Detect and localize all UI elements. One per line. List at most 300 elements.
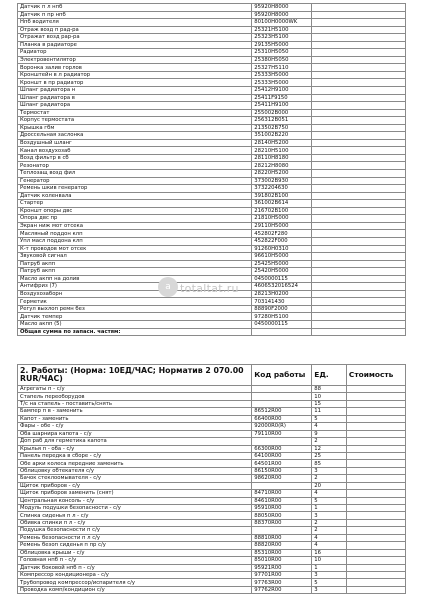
part-name-cell: Воронка залив горлов [18, 64, 252, 72]
part-code-cell: 703141430 [252, 298, 312, 306]
table-row [18, 117, 406, 125]
part-empty-cell [312, 109, 406, 117]
labor-cost-cell [346, 557, 405, 564]
part-empty-cell [312, 71, 406, 79]
table-row [18, 49, 406, 57]
table-row [18, 154, 406, 162]
table-row [18, 19, 406, 27]
table-row [18, 245, 406, 253]
part-empty-cell [312, 49, 406, 57]
part-name-cell: Отраж возд п рад-ра [18, 26, 252, 34]
labor-cost-cell [346, 438, 405, 445]
part-name-cell: Экран ниж мот отсека [18, 222, 252, 230]
labor-cost-cell [346, 386, 405, 393]
table-row [18, 215, 406, 223]
part-empty-cell [312, 56, 406, 64]
part-name-cell: Кроншт опоры двс [18, 207, 252, 215]
table-row [18, 200, 406, 208]
part-empty-cell [312, 11, 406, 19]
table-row [18, 490, 406, 497]
labor-name-cell: Т/с на стапель - поставить/снять [18, 400, 252, 407]
table-row [18, 408, 406, 415]
part-code-cell: 255002B000 [252, 109, 312, 117]
labor-name-cell: Проводка комп/кондицион с/у [18, 586, 252, 593]
table-row [18, 423, 406, 430]
table-row [18, 557, 406, 564]
part-code-cell: 28210H5100 [252, 147, 312, 155]
table-row [18, 527, 406, 534]
labor-cost-cell [346, 564, 405, 571]
part-empty-cell [312, 87, 406, 95]
table-row [18, 124, 406, 132]
table-row [18, 41, 406, 49]
labor-qty-cell: 3 [312, 571, 347, 578]
labor-cost-cell [346, 423, 405, 430]
labor-name-cell: Крылья п - оба - с/у [18, 445, 252, 452]
labor-qty-cell: 4 [312, 423, 347, 430]
table-row [18, 170, 406, 178]
labor-name-cell: Щиток приборов заменить (снят) [18, 490, 252, 497]
labor-code-cell: 88810R00 [252, 534, 312, 541]
labor-qty-cell: 88 [312, 386, 347, 393]
labor-code-cell: 98620R00 [252, 475, 312, 482]
part-code-cell: 0450000115 [252, 275, 312, 283]
labor-qty-cell: 5 [312, 497, 347, 504]
labor-code-cell: 66400R00 [252, 415, 312, 422]
table-row [18, 305, 406, 313]
labor-qty-cell: 12 [312, 445, 347, 452]
labor-code-cell: 97762R00 [252, 586, 312, 593]
labor-qty-cell: 10 [312, 393, 347, 400]
part-name-cell: Воздушный шланг [18, 139, 252, 147]
labor-cost-cell [346, 542, 405, 549]
labor-cost-cell [346, 519, 405, 526]
part-name-cell: К-т проводов мот отсек [18, 245, 252, 253]
part-empty-cell [312, 253, 406, 261]
table-row [18, 519, 406, 526]
part-code-cell: 361002B614 [252, 200, 312, 208]
table-row [18, 222, 406, 230]
labor-qty-cell: 4 [312, 490, 347, 497]
part-empty-cell [312, 26, 406, 34]
part-name-cell: Ремень шкив генератор [18, 185, 252, 193]
table-row [18, 393, 406, 400]
table-row [18, 207, 406, 215]
labor-header-title: 2. Работы: (Норма: 10ЕД/ЧАС; Норматив 2 070.00 RUR/ЧАС) [18, 365, 252, 386]
part-empty-cell [312, 162, 406, 170]
parts-total-label: Общая сумма по запасн. частям: [18, 328, 252, 336]
labor-name-cell: Ремень безопасности п л с/у [18, 534, 252, 541]
table-row [18, 415, 406, 422]
part-empty-cell [312, 237, 406, 245]
part-name-cell: Резонатор [18, 162, 252, 170]
labor-cost-cell [346, 490, 405, 497]
labor-qty-cell: 15 [312, 400, 347, 407]
labor-code-cell: 92000R0(R) [252, 423, 312, 430]
labor-qty-cell: 3 [312, 467, 347, 474]
labor-cost-cell [346, 393, 405, 400]
labor-name-cell: Спинка сиденья п л - с/у [18, 512, 252, 519]
part-empty-cell [312, 139, 406, 147]
labor-code-cell: 66300R00 [252, 445, 312, 452]
labor-cost-cell [346, 475, 405, 482]
labor-cost-cell [346, 460, 405, 467]
labor-cost-cell [346, 534, 405, 541]
labor-code-cell: 64501R00 [252, 460, 312, 467]
labor-cost-cell [346, 505, 405, 512]
labor-name-cell: Компрессор кондиционера - с/у [18, 571, 252, 578]
part-name-cell: Датчик п л нпб [18, 4, 252, 12]
table-row [18, 268, 406, 276]
part-code-cell: 88890F2000 [252, 305, 312, 313]
labor-cost-cell [346, 549, 405, 556]
part-code-cell: 256312B051 [252, 117, 312, 125]
part-code-cell: 452802F280 [252, 230, 312, 238]
labor-name-cell: Подушка безопасности п с/у [18, 527, 252, 534]
part-empty-cell [312, 245, 406, 253]
part-name-cell: Возд фильтр в сб [18, 154, 252, 162]
labor-code-cell: 86512R00 [252, 408, 312, 415]
part-code-cell: 28140H5200 [252, 139, 312, 147]
table-row [18, 132, 406, 140]
labor-code-cell: 95921R00 [252, 564, 312, 571]
part-code-cell: 80100H0000WK [252, 19, 312, 27]
table-row [18, 386, 406, 393]
watermark-text: totaltat.ru [180, 282, 239, 295]
part-name-cell: Кроншт в пр радиатор [18, 79, 252, 87]
part-name-cell: Дроссельная заслонка [18, 132, 252, 140]
labor-cost-cell [346, 586, 405, 593]
part-name-cell: Воздухозаборн [18, 290, 252, 298]
labor-cost-cell [346, 445, 405, 452]
labor-cost-cell [346, 415, 405, 422]
labor-code-cell: 95910R00 [252, 505, 312, 512]
labor-code-cell: 85310R00 [252, 549, 312, 556]
part-empty-cell [312, 34, 406, 42]
part-empty-cell [312, 132, 406, 140]
table-row [18, 564, 406, 571]
labor-name-cell: Модуль подушки безопасности - с/у [18, 505, 252, 512]
table-row [18, 586, 406, 593]
part-empty-cell [312, 275, 406, 283]
table-row [18, 162, 406, 170]
table-row [18, 452, 406, 459]
table-row [18, 497, 406, 504]
part-code-cell: 97280H5100 [252, 313, 312, 321]
labor-name-cell: Головная нпб п - с/у [18, 557, 252, 564]
table-row [18, 237, 406, 245]
labor-header-code: Код работы [252, 365, 312, 386]
labor-code-cell: 97763R00 [252, 579, 312, 586]
part-code-cell: 96610H5000 [252, 253, 312, 261]
labor-code-cell: 88370R00 [252, 519, 312, 526]
table-row [18, 11, 406, 19]
labor-name-cell: Бачок стеклоомывателя - с/у [18, 475, 252, 482]
labor-cost-cell [346, 467, 405, 474]
labor-name-cell: Стапель переоборудов [18, 393, 252, 400]
labor-name-cell: Бампер п в - заменить [18, 408, 252, 415]
part-empty-cell [312, 19, 406, 27]
part-name-cell: Электровентилятор [18, 56, 252, 64]
part-empty-cell [312, 170, 406, 178]
part-name-cell: Датчик темпер [18, 313, 252, 321]
table-row [18, 192, 406, 200]
part-code-cell: 91260H0310 [252, 245, 312, 253]
part-name-cell: Датчик коленвала [18, 192, 252, 200]
table-row [18, 230, 406, 238]
parts-total-row [18, 328, 406, 336]
table-row [18, 445, 406, 452]
labor-name-cell: Датчик боковой нпб п - с/у [18, 564, 252, 571]
part-code-cell: 25310H5050 [252, 49, 312, 57]
part-code-cell: 4606532016524 [252, 283, 312, 291]
labor-code-cell [252, 386, 312, 393]
labor-cost-cell [346, 571, 405, 578]
table-row [18, 549, 406, 556]
table-row [18, 185, 406, 193]
part-name-cell: Канал воздухозаб [18, 147, 252, 155]
table-row [18, 64, 406, 72]
labor-cost-cell [346, 452, 405, 459]
table-row [18, 430, 406, 437]
table-row [18, 26, 406, 34]
part-empty-cell [312, 102, 406, 110]
labor-code-cell [252, 438, 312, 445]
part-name-cell: Корпус термостата [18, 117, 252, 125]
labor-qty-cell: 10 [312, 557, 347, 564]
part-code-cell: 0450000115 [252, 320, 312, 328]
table-row [18, 79, 406, 87]
labor-cost-cell [346, 430, 405, 437]
labor-code-cell: 84610R00 [252, 497, 312, 504]
part-code-cell: 351002B220 [252, 132, 312, 140]
part-name-cell: Герметик [18, 298, 252, 306]
table-row [18, 147, 406, 155]
table-row [18, 320, 406, 328]
part-name-cell: Крышка гбм [18, 124, 252, 132]
table-row [18, 534, 406, 541]
part-code-cell: 28110H8180 [252, 154, 312, 162]
labor-qty-cell: 3 [312, 512, 347, 519]
part-code-cell: 25323H5100 [252, 34, 312, 42]
labor-qty-cell: 85 [312, 460, 347, 467]
table-row [18, 313, 406, 321]
part-code-cell: 25411F9150 [252, 94, 312, 102]
part-code-cell: 29110H5000 [252, 222, 312, 230]
labor-name-cell: Облицовка крыши - с/у [18, 549, 252, 556]
labor-qty-cell: 4 [312, 542, 347, 549]
table-row [18, 460, 406, 467]
part-empty-cell [312, 290, 406, 298]
part-empty-cell [312, 79, 406, 87]
labor-code-cell: 84710R00 [252, 490, 312, 497]
labor-name-cell: Трубопровод компрессор/испарителя с/у [18, 579, 252, 586]
part-empty-cell [312, 215, 406, 223]
table-row [18, 56, 406, 64]
labor-name-cell: Капот - заменить [18, 415, 252, 422]
table-row [18, 400, 406, 407]
labor-qty-cell: 5 [312, 415, 347, 422]
table-row [18, 505, 406, 512]
part-code-cell: 28213H0200 [252, 290, 312, 298]
part-empty-cell [312, 200, 406, 208]
part-empty-cell [312, 177, 406, 185]
part-code-cell: 21810H5000 [252, 215, 312, 223]
part-name-cell: Теплозащ возд фил [18, 170, 252, 178]
part-code-cell: 25333H5000 [252, 79, 312, 87]
part-code-cell: 95920H8000 [252, 11, 312, 19]
labor-cost-cell [346, 482, 405, 489]
part-name-cell: Шланг радиатора н [18, 87, 252, 95]
part-code-cell: 29135H5000 [252, 41, 312, 49]
labor-header-row [18, 365, 406, 386]
labor-name-cell: Ремень безоп сиденья п пр с/у [18, 542, 252, 549]
part-name-cell: Генератор [18, 177, 252, 185]
part-empty-cell [312, 4, 406, 12]
labor-name-cell: Обивка спинки п л - с/у [18, 519, 252, 526]
part-code-cell: 213502B750 [252, 124, 312, 132]
labor-name-cell: Облицовку обтекателя с/у [18, 467, 252, 474]
part-code-cell: 25411H9100 [252, 102, 312, 110]
part-empty-cell [312, 298, 406, 306]
labor-code-cell: 79110R00 [252, 430, 312, 437]
labor-name-cell: Обе арки колеса передние заменить [18, 460, 252, 467]
labor-name-cell: Доп раб для герметика капота [18, 438, 252, 445]
part-code-cell: 25321H5100 [252, 26, 312, 34]
part-code-cell: 25420H5000 [252, 268, 312, 276]
labor-code-cell: 97701R00 [252, 571, 312, 578]
labor-name-cell: Щиток приборов - с/у [18, 482, 252, 489]
part-empty-cell [312, 207, 406, 215]
table-row [18, 298, 406, 306]
part-code-cell: 28212H8080 [252, 162, 312, 170]
part-empty-cell [312, 313, 406, 321]
table-row [18, 482, 406, 489]
table-row [18, 94, 406, 102]
part-name-cell: Упл масл поддона клп [18, 237, 252, 245]
labor-qty-cell: 5 [312, 579, 347, 586]
labor-code-cell: 88050R00 [252, 512, 312, 519]
labor-qty-cell: 3 [312, 586, 347, 593]
part-name-cell: Датчик п пр нпб [18, 11, 252, 19]
table-row [18, 467, 406, 474]
table-row [18, 571, 406, 578]
table-row [18, 579, 406, 586]
part-empty-cell [312, 320, 406, 328]
part-name-cell: Патруб акпп [18, 268, 252, 276]
part-name-cell: Регул выхлоп ремн без [18, 305, 252, 313]
part-empty-cell [312, 154, 406, 162]
part-name-cell: Термостат [18, 109, 252, 117]
part-empty-cell [312, 41, 406, 49]
part-code-cell: 391802B100 [252, 192, 312, 200]
labor-qty-cell: 2 [312, 475, 347, 482]
labor-code-cell [252, 393, 312, 400]
part-name-cell: Отражат возд рар-ра [18, 34, 252, 42]
part-empty-cell [312, 305, 406, 313]
labor-name-cell: Центральная консоль - с/у [18, 497, 252, 504]
labor-name-cell: Оба шарнира капота - с/у [18, 430, 252, 437]
part-name-cell: Масло акпп (5) [18, 320, 252, 328]
part-empty-cell [312, 268, 406, 276]
part-name-cell: Шланг радиатора в [18, 94, 252, 102]
part-code-cell: 373002B930 [252, 177, 312, 185]
part-name-cell: Опора двс пр [18, 215, 252, 223]
table-row [18, 34, 406, 42]
labor-table [17, 364, 406, 594]
labor-qty-cell: 16 [312, 549, 347, 556]
part-code-cell: 25327H5110 [252, 64, 312, 72]
labor-header-qty: ЕД. [312, 365, 347, 386]
labor-qty-cell: 2 [312, 519, 347, 526]
parts-total-value-cell [312, 328, 406, 336]
labor-qty-cell: 4 [312, 534, 347, 541]
labor-cost-cell [346, 400, 405, 407]
labor-qty-cell: 9 [312, 430, 347, 437]
part-empty-cell [312, 283, 406, 291]
part-empty-cell [312, 222, 406, 230]
part-name-cell: Патруб акпп [18, 260, 252, 268]
labor-cost-cell [346, 579, 405, 586]
part-name-cell: Масляный поддон клп [18, 230, 252, 238]
part-code-cell: 95920H8000 [252, 4, 312, 12]
part-name-cell: Нпб водителя [18, 19, 252, 27]
labor-qty-cell: 1 [312, 505, 347, 512]
part-code-cell: 25333H5000 [252, 71, 312, 79]
table-row [18, 71, 406, 79]
table-row [18, 139, 406, 147]
part-code-cell: 25380H5050 [252, 56, 312, 64]
labor-code-cell [252, 482, 312, 489]
table-row [18, 438, 406, 445]
part-name-cell: Планка в радиаторе [18, 41, 252, 49]
labor-table-body [18, 365, 406, 594]
part-name-cell: Кронштейн в л радиатор [18, 71, 252, 79]
labor-qty-cell: 2 [312, 527, 347, 534]
labor-qty-cell: 2 [312, 438, 347, 445]
labor-cost-cell [346, 408, 405, 415]
part-empty-cell [312, 192, 406, 200]
labor-code-cell: 88820R00 [252, 542, 312, 549]
part-code-cell: 3732204630 [252, 185, 312, 193]
part-code-cell: 25412H9100 [252, 87, 312, 95]
table-row [18, 260, 406, 268]
part-empty-cell [312, 94, 406, 102]
labor-code-cell: 85010R00 [252, 557, 312, 564]
part-name-cell: Звуковой сигнал [18, 253, 252, 261]
part-empty-cell [312, 64, 406, 72]
labor-code-cell: 64100R00 [252, 452, 312, 459]
labor-code-cell: 86150R00 [252, 467, 312, 474]
table-row [18, 512, 406, 519]
part-code-cell: 452822F000 [252, 237, 312, 245]
labor-cost-cell [346, 512, 405, 519]
labor-cost-cell [346, 527, 405, 534]
part-empty-cell [312, 117, 406, 125]
table-row [18, 4, 406, 12]
table-row [18, 475, 406, 482]
labor-qty-cell: 25 [312, 452, 347, 459]
parts-total-code-cell [252, 328, 312, 336]
part-code-cell: 25425H5000 [252, 260, 312, 268]
part-name-cell: Антифриз (7) [18, 283, 252, 291]
part-empty-cell [312, 185, 406, 193]
labor-name-cell: Фары - обе - с/у [18, 423, 252, 430]
part-code-cell: 28220H5200 [252, 170, 312, 178]
labor-code-cell [252, 527, 312, 534]
table-row [18, 87, 406, 95]
labor-qty-cell: 11 [312, 408, 347, 415]
